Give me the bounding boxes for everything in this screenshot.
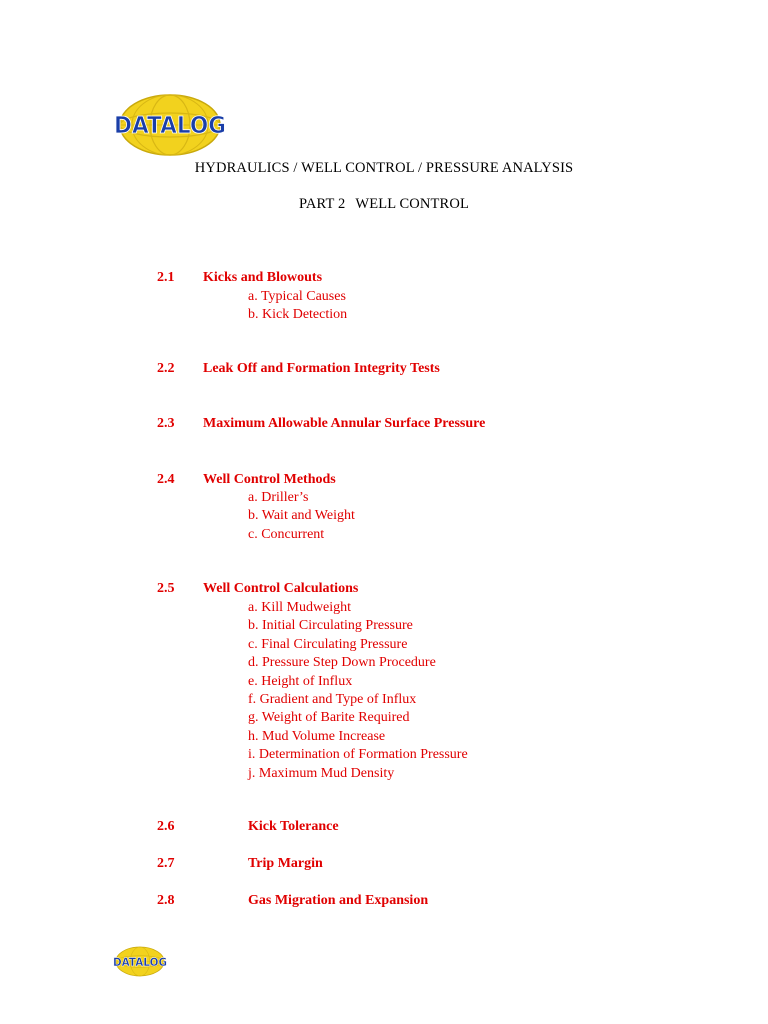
document-title: HYDRAULICS / WELL CONTROL / PRESSURE ANALYSIS	[194, 160, 574, 176]
datalog-globe-logo-icon	[112, 945, 168, 978]
section-number: 2.8	[157, 893, 175, 908]
footer-logo	[112, 945, 168, 978]
section-title: Kick Tolerance	[248, 819, 339, 834]
section-number: 2.7	[157, 856, 175, 871]
section-number: 2.5	[157, 581, 175, 596]
list-item: a. Kill Mudweight	[248, 600, 352, 615]
section-number: 2.1	[157, 270, 175, 285]
list-item: c. Final Circulating Pressure	[248, 636, 408, 652]
section-title: Well Control Calculations	[203, 581, 359, 596]
list-item: b. Kick Detection	[248, 307, 348, 323]
svg-text:DATALOG: DATALOG	[112, 954, 168, 969]
part-label: PART 2	[298, 196, 346, 212]
list-item: i. Determination of Formation Pressure	[248, 747, 468, 763]
datalog-globe-logo-icon	[112, 93, 228, 157]
list-item: f. Gradient and Type of Influx	[248, 691, 417, 707]
list-item: d. Pressure Step Down Procedure	[248, 655, 436, 671]
section-title: Maximum Allowable Annular Surface Pressure	[203, 416, 486, 431]
datalog-logo	[112, 93, 228, 157]
section-title: Kicks and Blowouts	[203, 270, 323, 285]
section-title: Gas Migration and Expansion	[248, 893, 429, 908]
section-number: 2.6	[157, 819, 175, 834]
section-number: 2.2	[157, 361, 175, 376]
list-item: a. Typical Causes	[248, 289, 346, 304]
part-name: WELL CONTROL	[355, 196, 469, 212]
section-number: 2.3	[157, 416, 175, 431]
list-item: h. Mud Volume Increase	[248, 728, 386, 744]
part-heading	[0, 196, 768, 213]
subsection-list	[248, 489, 355, 544]
section-title: Well Control Methods	[203, 472, 336, 487]
section-number: 2.4	[157, 472, 175, 487]
list-item: a. Driller’s	[248, 490, 309, 505]
section-title: Leak Off and Formation Integrity Tests	[203, 361, 440, 376]
subsection-list	[248, 599, 468, 783]
list-item: j. Maximum Mud Density	[248, 765, 395, 781]
subsection-list	[248, 288, 347, 325]
list-item: e. Height of Influx	[248, 673, 353, 689]
section-title: Trip Margin	[248, 856, 323, 871]
svg-text:DATALOG: DATALOG	[114, 113, 226, 139]
list-item: g. Weight of Barite Required	[248, 710, 410, 726]
list-item: c. Concurrent	[248, 526, 325, 542]
list-item: b. Initial Circulating Pressure	[248, 618, 413, 634]
list-item: b. Wait and Weight	[248, 508, 355, 524]
